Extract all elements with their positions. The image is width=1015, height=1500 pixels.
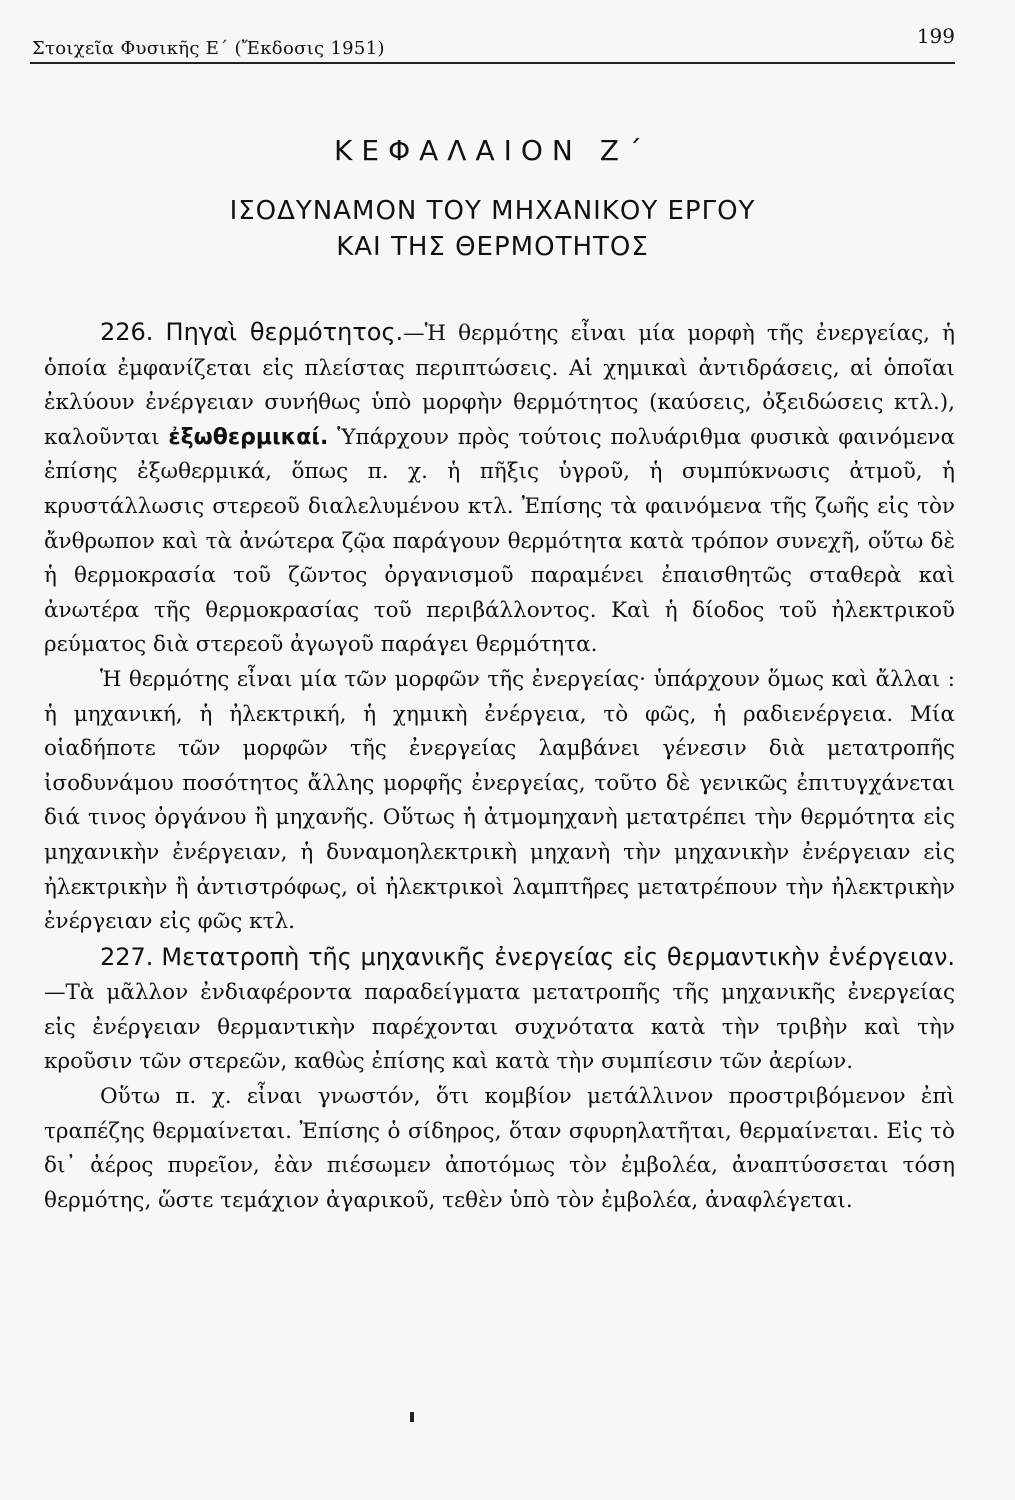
section-226-heading: Πηγαὶ θερμότητος. — [165, 318, 404, 346]
section-227-paragraph-2: Οὕτω π. χ. εἶναι γνωστόν, ὅτι κομβίον μετάλλινον προστριβόμενον ἐπὶ τραπέζης θερμαίνεται. Ἐπίσης ὁ σίδηρος, ὅταν σφυρηλατῆται, θερμαίνεται. Εἰς τὸ δι᾽ ἀέρος πυρεῖον, ἐὰν πιέσωμεν ἀποτόμως τὸν ἐμβολέα, ἀναπτύσσεται τόση θερμότης, ὥστε τεμάχιον ἀγαρικοῦ, τεθὲν ὑπὸ τὸν ἐμβολέα, ἀναφλέγεται. — [44, 1084, 955, 1213]
section-226-term: ἐξωθερμικαί. — [168, 424, 329, 450]
section-226-text-b: Ὑπάρχουν πρὸς τούτοις πολυάριθμα φυσικὰ φαινόμενα ἐπίσης ἐξωθερμικά, ὅπως π. χ. ἡ πῆξις ὑγροῦ, ἡ συμπύκνωσις ἀτμοῦ, ἡ κρυστάλλωσις στερεοῦ διαλελυμένου κτλ. Ἐπίσης τὰ φαινόμενα τῆς ζωῆς εἰς τὸν ἄνθρωπον καὶ τὰ ἀνώτερα ζῷα παράγουν θερμότητα κατὰ τρόπον συνεχῆ, οὕτω δὲ ἡ θερμοκρασία τοῦ ζῶντος ὀργανισμοῦ παραμένει ἐπαισθητῶς σταθερὰ καὶ ἀνωτέρα τῆς θερμοκρασίας τοῦ περιβάλλοντος. Καὶ ἡ δίοδος τοῦ ἠλεκτρικοῦ ρεύματος διὰ στερεοῦ ἀγωγοῦ παράγει θερμότητα. — [44, 424, 955, 658]
section-226-number: 226. — [100, 318, 154, 346]
chapter-title-line-2: ΚΑΙ ΤΗΣ ΘΕΡΜΟΤΗΤΟΣ — [336, 232, 649, 262]
chapter-title — [30, 193, 955, 265]
section-227-paragraph-1 — [44, 940, 955, 1080]
running-title: Στοιχεῖα Φυσικῆς Ε΄ (Ἔκδοσις 1951) — [32, 38, 385, 59]
section-226-paragraph-2: Ἡ θερμότης εἶναι μία τῶν μορφῶν τῆς ἐνεργείας· ὑπάρχουν ὅμως καὶ ἄλλαι : ἡ μηχανική, ἡ ἠλεκτρική, ἡ χημικὴ ἐνέργεια, τὸ φῶς, ἡ ραδιενέργεια. Μία οἱαδήποτε τῶν μορφῶν τῆς ἐνεργείας λαμβάνει γένεσιν διὰ μετατροπῆς ἰσοδυνάμου ποσότητος ἄλλης μορφῆς ἐνεργείας, τοῦτο δὲ γενικῶς ἐπιτυγχάνεται διά τινος ὀργάνου ἢ μηχανῆς. Οὕτως ἡ ἀτμομηχανὴ μετατρέπει τὴν θερμότητα εἰς μηχανικὴν ἐνέργειαν, ἡ δυναμοηλεκτρικὴ μηχανὴ τὴν μηχανικὴν ἐνέργειαν εἰς ἠλεκτρικὴν ἢ ἀντιστρόφως, οἱ ἠλεκτρικοὶ λαμπτῆρες μετατρέπουν τὴν ἠλεκτρικὴν ἐνέργειαν εἰς φῶς κτλ. — [44, 666, 955, 935]
chapter-label: ΚΕΦΑΛΑΙΟΝ Ζ΄ — [334, 134, 651, 167]
section-227-heading: Μετατροπὴ τῆς μηχανικῆς ἐνεργείας εἰς θερμαντικὴν ἐνέργειαν. — [161, 942, 955, 971]
running-header — [30, 18, 955, 64]
body-text — [30, 315, 955, 1218]
print-mark — [410, 1412, 414, 1422]
section-226-text-a: —Ἡ θερμότης εἶναι μία μορφὴ τῆς ἐνεργείας, ἡ ὁποία ἐμφανίζεται εἰς πλείστας περιπτώσεις. Αἱ χημικαὶ ἀντιδράσεις, αἱ ὁποῖαι ἐκλύουν ἐνέργειαν συνήθως ὑπὸ μορφὴν θερμότητος (καύσεις, ὀξειδώσεις κτλ.), καλοῦνται — [44, 321, 955, 450]
section-227-text-a: —Τὰ μᾶλλον ἐνδιαφέροντα παραδείγματα μετατροπῆς τῆς μηχανικῆς ἐνεργείας εἰς ἐνέργειαν θερμαντικὴν παρέχονται συχνότατα κατὰ τὴν τριβὴν καὶ τὴν κροῦσιν τῶν στερεῶν, καθὼς ἐπίσης καὶ κατὰ τὴν συμπίεσιν τῶν ἀερίων. — [44, 980, 955, 1075]
section-227-number: 227. — [100, 942, 154, 971]
section-226-paragraph-1 — [44, 315, 955, 663]
chapter-title-line-1: ΙΣΟΔΥΝΑΜΟΝ ΤΟΥ ΜΗΧΑΝΙΚΟΥ ΕΡΓΟΥ — [229, 196, 756, 226]
page-number: 199 — [916, 24, 955, 48]
